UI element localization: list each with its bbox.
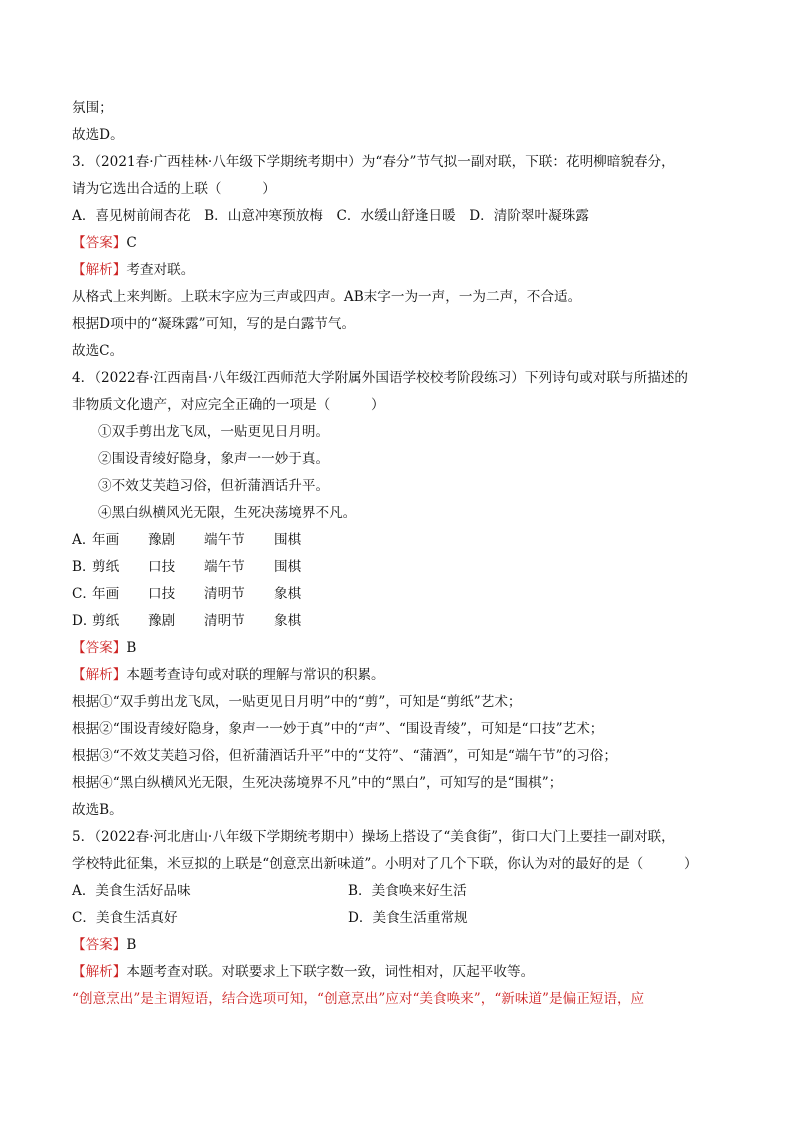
analysis-line-highlight: “创意烹出”是主谓短语，结合选项可知，“创意烹出”应对“美食唤来”，“新味道”是偏正短语，应 [72,991,645,1007]
answer-value: B [126,937,137,953]
question-4-answer [72,638,734,658]
analysis-text: 本题考查诗句或对联的理解与常识的积累。 [126,667,385,683]
option-cell: 围棋 [274,532,302,548]
question-3-analysis [72,260,734,280]
option-cell: 清明节 [204,613,245,629]
option-letter: C． [72,586,96,602]
question-3-stem-cont: 请为它选出合适的上联（ ） [72,181,276,197]
option-letter: D． [348,910,373,926]
question-4-analysis [72,665,734,685]
analysis-tag: 【解析】 [72,964,127,980]
option-text: 美食生活好品味 [95,883,191,899]
analysis-line: 根据D项中的“凝珠露”可知，写的是白露节气。 [72,316,356,332]
text-line: 故选D。 [72,127,124,143]
answer-value: C [126,235,137,251]
option-cell: 口技 [148,586,176,602]
option-c [72,908,178,928]
analysis-line: 根据②“围设青绫好隐身，象声一一妙于真”中的“声”、“围设青绫”，可知是“口技”艺术； [72,721,604,737]
answer-tag: 【答案】 [72,640,127,656]
question-5-stem-cont: 学校特此征集，米豆拟的上联是“创意烹出新味道”。小明对了几个下联，你认为对的最好的是（ ） [72,856,698,872]
option-cell: 象棋 [274,586,302,602]
question-3-stem: 3．（2021春·广西桂林·八年级下学期统考期中）为“春分”节气拟一副对联，下联：花明柳暗貌春分， [72,154,675,170]
option-cell: 剪纸 [92,613,120,629]
analysis-line: 根据④“黑白纵横风光无限，生死决荡境界不凡”中的“黑白”，可知写的是“围棋”； [72,775,563,791]
option-cell: 围棋 [274,559,302,575]
analysis-tag: 【解析】 [72,262,127,278]
option-letter: B． [348,883,372,899]
option-d [348,908,468,928]
question-5-stem: 5．（2022春·河北唐山·八年级下学期统考期中）操场上搭设了“美食街”，街口大门上要挂一副对联， [72,829,675,845]
analysis-line: 根据③“不效艾芙趋习俗，但祈蒲酒话升平”中的“艾符”、“蒲酒”，可知是“端午节”的习俗； [72,748,617,764]
answer-value: B [126,640,137,656]
option-cell: 口技 [148,559,176,575]
answer-tag: 【答案】 [72,937,127,953]
option-cell: 豫剧 [148,532,176,548]
question-4-item: ②围设青绫好隐身，象声一一妙于真。 [98,451,330,467]
analysis-line: 故选B。 [72,802,123,818]
option-letter: A． [72,532,96,548]
option-a [72,881,191,901]
option-cell: 豫剧 [148,613,176,629]
question-3-answer [72,233,734,253]
option-cell: 清明节 [204,586,245,602]
question-4-item: ④黑白纵横风光无限，生死决荡境界不凡。 [98,505,357,521]
option-cell: 年画 [92,532,120,548]
option-letter: C． [72,910,96,926]
option-b [348,881,467,901]
answer-tag: 【答案】 [72,235,127,251]
analysis-tag: 【解析】 [72,667,127,683]
analysis-line: 从格式上来判断。上联末字应为三声或四声。AB末字一为一声，一为二声，不合适。 [72,289,582,305]
analysis-line: 根据①“双手剪出龙飞凤，一贴更见日月明”中的“剪”，可知是“剪纸”艺术； [72,694,522,710]
analysis-line: 故选C。 [72,343,124,359]
question-5-answer [72,935,734,955]
question-4-item: ③不效艾芙趋习俗，但祈蒲酒话升平。 [98,478,330,494]
question-4-stem-cont: 非物质文化遗产，对应完全正确的一项是（ ） [72,397,385,413]
analysis-text: 本题考查对联。对联要求上下联字数一致，词性相对，仄起平收等。 [126,964,535,980]
option-text: 美食唤来好生活 [371,883,467,899]
question-4-item: ①双手剪出龙飞凤，一贴更见日月明。 [98,424,330,440]
analysis-text: 考查对联。 [126,262,195,278]
option-cell: 剪纸 [92,559,120,575]
option-text: 美食生活真好 [96,910,178,926]
text-line: 氛围； [72,100,113,116]
option-cell: 象棋 [274,613,302,629]
question-4-stem: 4．（2022春·江西南昌·八年级江西师范大学附属外国语学校校考阶段练习）下列诗句或对联与所描述的 [72,370,689,386]
option-cell: 年画 [92,586,120,602]
question-3-options: A．喜见树前闹杏花 B．山意冲寒预放梅 C．水缓山舒逢日暖 D．清阶翠叶凝珠露 [72,208,589,224]
option-letter: B． [72,559,96,575]
option-cell: 端午节 [204,532,245,548]
option-letter: A． [72,883,96,899]
option-letter: D． [72,613,97,629]
option-cell: 端午节 [204,559,245,575]
question-5-analysis [72,962,734,982]
option-text: 美食生活重常规 [372,910,468,926]
